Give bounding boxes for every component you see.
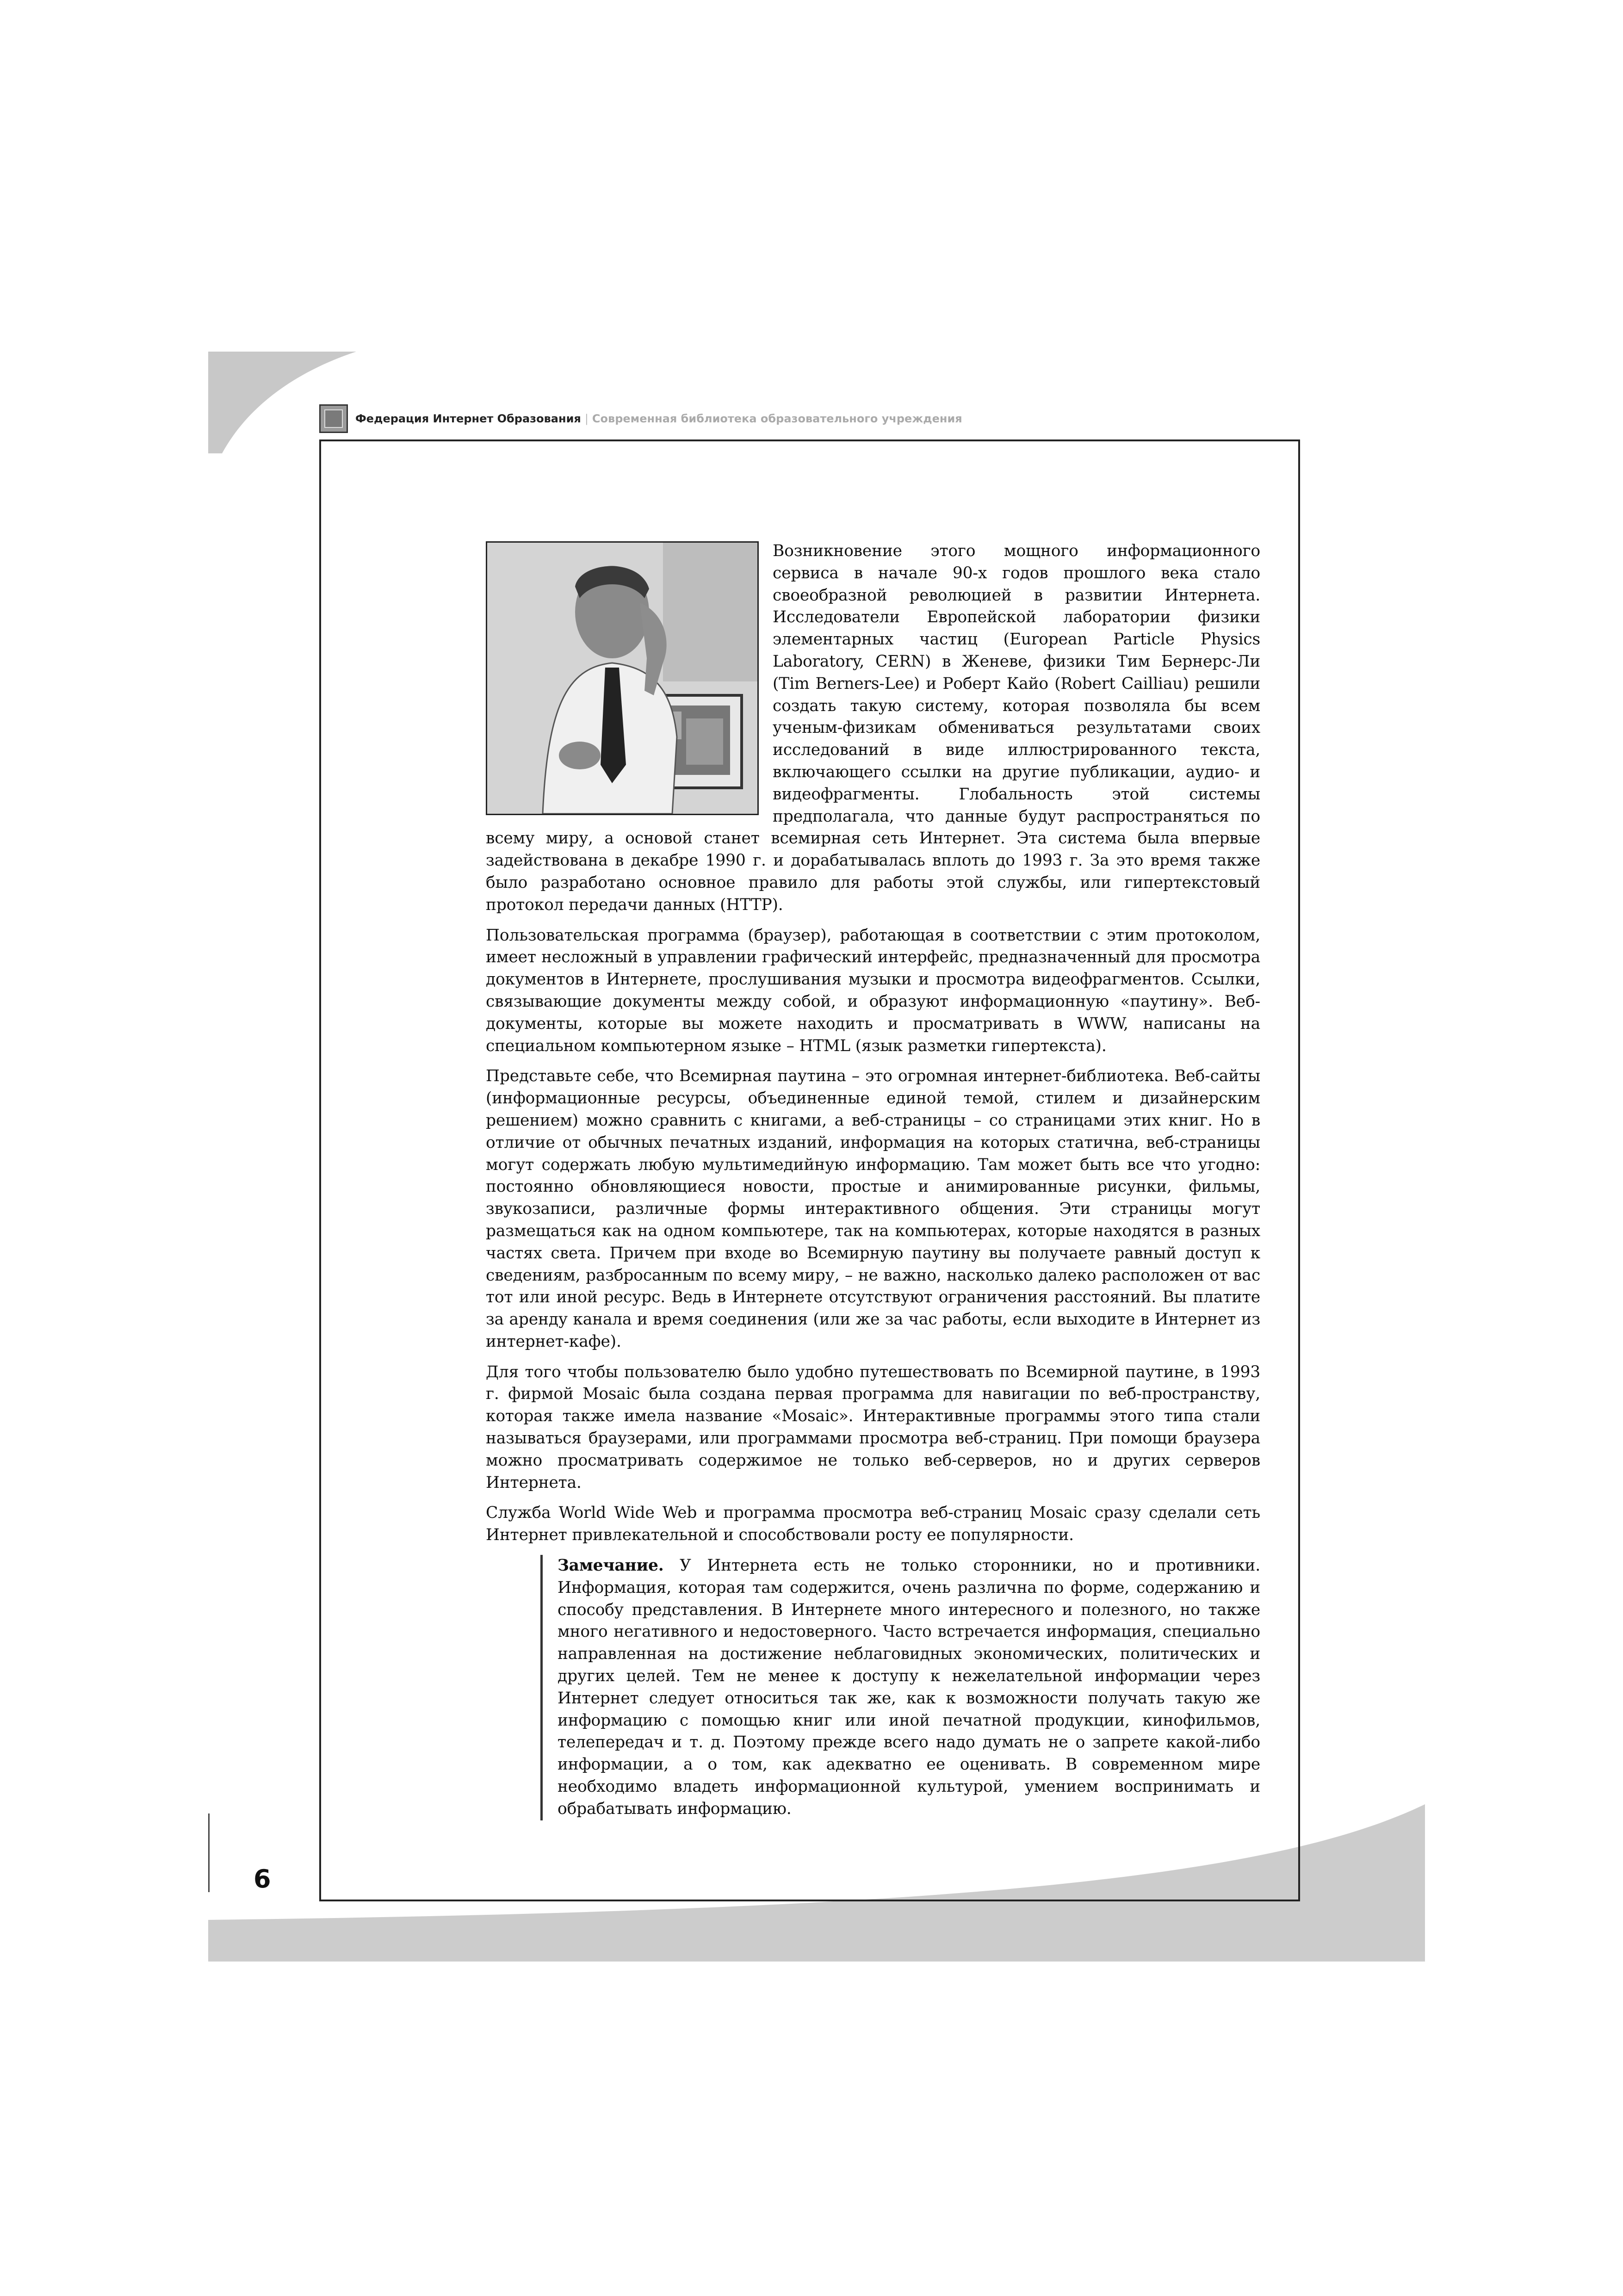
running-header [319,402,962,435]
paragraph-4: Для того чтобы пользователю было удобно путешествовать по Всемирной паутине, в 1993 г. фирмой Mosaic была создана первая программа для навигации по веб-пространству, которая также имела название «Mosaic». Интерактивные программы этого типа стали называться браузерами, или программами просмотра веб-страниц. При помощи браузера можно просматривать содержимое не только веб-серверов, но и других серверов Интернета. [486,1362,1260,1492]
publisher-logo-icon [319,404,348,433]
portrait-photo-icon [487,543,757,814]
note-block [540,1555,1260,1820]
header-organization: Федерация Интернет Образования [355,412,581,425]
paragraph-2: Пользовательская программа (браузер), работающая в соответствии с этим протоколом, имеет несложный в управлении графический интерфейс, предназначенный для просмотра документов в Интернете, прослушивания музыки и просмотра видеофрагментов. Ссылки, связывающие документы между собой, и образуют информационную «паутину». Веб-документы, которые вы можете находить и просматривать в WWW, написаны на специальном компьютерном языке – HTML (язык разметки гипертекста). [486,926,1260,1055]
page-number: 6 [254,1864,271,1894]
paragraph-1: Возникновение этого мощного информационного сервиса в начале 90-х годов прошлого века стало своеобразной революцией в развитии Интернета. Исследователи Европейской лаборатории физики элементарных частиц (European Particle Physics Laboratory, CERN) в Женеве, физики Тим Бернерс-Ли (Tim Berners-Lee) и Роберт Кайо (Robert Cailliau) решили создать такую систему, которая позволяла бы всем ученым-физикам обмениваться результатами своих исследований в виде иллюстрированного текста, включающего ссылки на другие публикации, аудио- и видеофрагменты. Глобальность этой системы предполагала, что данные будут распространяться по всему миру, а основой станет всемирная сеть Интернет. Эта система была впервые задействована в декабре 1990 г. и дорабатывалась вплоть до 1993 г. За это время также было разработано основное правило для работы этой службы, или гипертекстовый протокол передачи данных (HTTP). [486,542,1260,914]
note-text: У Интернета есть не только сторонники, но и противники. Информация, которая там содержится, очень различна по форме, содержанию и способу представления. В Интернете много интересного и полезного, но также много негативного и недостоверного. Часто встречается информация, специально направленная на достижение неблаговидных экономических, политических и других целей. Тем не менее к доступу к нежелательной информации через Интернет следует относиться так же, как к возможности получать такую же информацию с помощью книг или иной печатной продукции, кинофильмов, телепередач и т. д. Поэтому прежде всего надо думать не о запрете какой-либо информации, а о том, как адекватно ее оценивать. В современном мире необходимо владеть информационной культурой, умением воспринимать и обрабатывать информацию. [558,1556,1260,1818]
margin-rule [208,1813,210,1892]
note-label: Замечание. [558,1556,664,1575]
paragraph-3: Представьте себе, что Всемирная паутина – это огромная интернет-библиотека. Веб-сайты (информационные ресурсы, объединенные единой темой, стилем и дизайнерским решением) можно сравнить с книгами, а веб-страницы – со страницами этих книг. Но в отличие от обычных печатных изданий, информация на которых статична, веб-страницы могут содержать любую мультимедийную информацию. Там может быть все что угодно: постоянно обновляющиеся новости, простые и анимированные рисунки, фильмы, звукозаписи, различные формы интерактивного общения. Эти страницы могут размещаться как на одном компьютере, так на компьютерах, которые находятся в разных частях света. Причем при входе во Всемирную паутину вы получаете равный доступ к сведениям, разбросанным по всему миру, – не важно, насколько далеко расположен от вас тот или иной ресурс. Ведь в Интернете отсутствуют ограничения расстояний. Вы платите за аренду канала и время соединения (или же за час работы, если выходите в Интернет из интернет-кафе). [486,1067,1260,1351]
header-subtitle: Современная библиотека образовательного учреждения [592,412,962,425]
portrait-photo [486,541,759,815]
paragraph-5: Служба World Wide Web и программа просмотра веб-страниц Mosaic сразу сделали сеть Интернет привлекательной и способствовали росту ее популярности. [486,1504,1260,1545]
header-separator: | [584,412,588,425]
article-body [486,540,1260,1820]
